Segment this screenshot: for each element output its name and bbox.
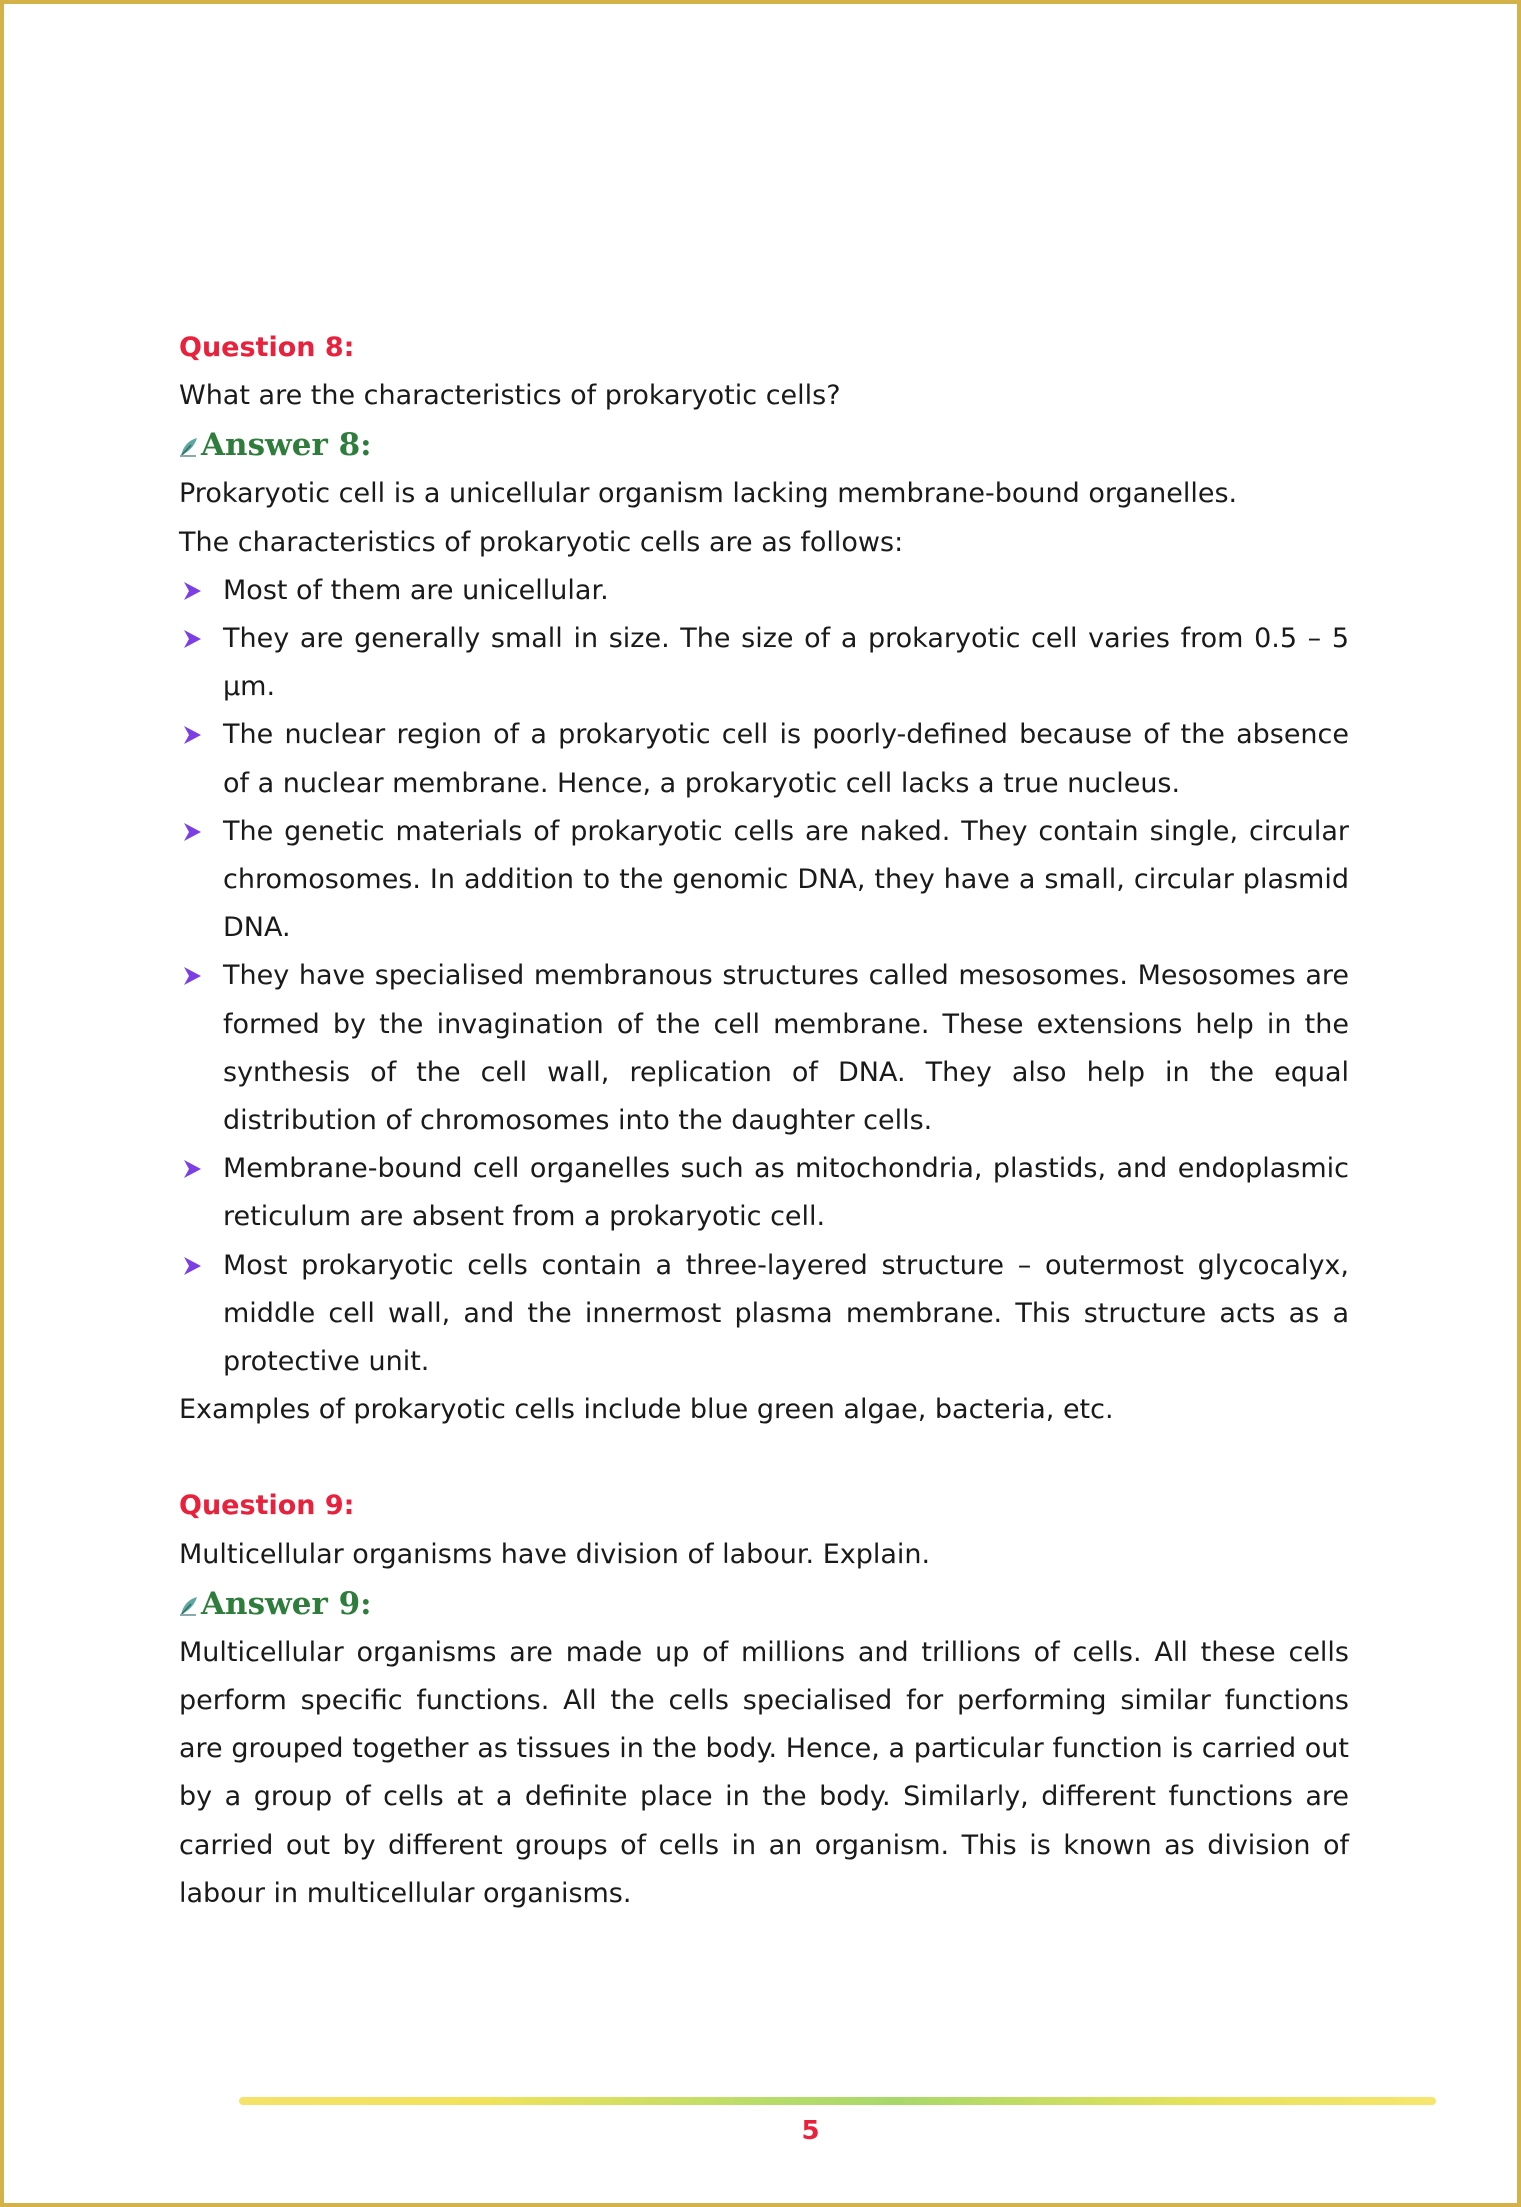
- question-9-text: Multicellular organisms have division of labour. Explain.: [179, 1538, 931, 1570]
- pen-leaf-icon: [179, 1595, 199, 1617]
- answer-8-label: Answer 8:: [201, 427, 372, 464]
- answer-8-intro-1: Prokaryotic cell is a unicellular organism lacking membrane-bound organelles.: [179, 478, 1238, 510]
- footer-divider: [239, 2097, 1436, 2105]
- pen-leaf-icon: [179, 436, 199, 458]
- answer-8-conclusion: Examples of prokaryotic cells include blue green algae, bacteria, etc.: [179, 1394, 1114, 1426]
- arrow-right-icon: [181, 580, 203, 602]
- arrow-right-icon: [181, 821, 203, 843]
- list-item: Most prokaryotic cells contain a three-layered structure – outermost glycocalyx, middle cell wall, and the innermost plasma membrane. This structure acts as a protective unit.: [179, 1242, 1349, 1387]
- section-gap: [179, 1434, 1349, 1482]
- answer-8-intro-2: The characteristics of prokaryotic cells are as follows:: [179, 526, 904, 558]
- answer-9-label: Answer 9:: [201, 1585, 372, 1622]
- list-item: The genetic materials of prokaryotic cells are naked. They contain single, circular chromosomes. In addition to the genomic DNA, they have a small, circular plasmid DNA.: [179, 808, 1349, 953]
- arrow-right-icon: [181, 1158, 203, 1180]
- question-9-label: Question 9:: [179, 1490, 355, 1522]
- arrow-right-icon: [181, 965, 203, 987]
- question-8-text: What are the characteristics of prokaryotic cells?: [179, 380, 841, 412]
- list-item: Membrane-bound cell organelles such as mitochondria, plastids, and endoplasmic reticulum are absent from a prokaryotic cell.: [179, 1145, 1349, 1241]
- page-number: 5: [801, 2116, 820, 2146]
- answer-8-points: [179, 567, 1349, 1386]
- arrow-right-icon: [181, 1255, 203, 1277]
- content: [179, 324, 1349, 1918]
- arrow-right-icon: [181, 724, 203, 746]
- list-item: They are generally small in size. The size of a prokaryotic cell varies from 0.5 – 5 μm.: [179, 615, 1349, 711]
- question-8-label: Question 8:: [179, 332, 355, 363]
- arrow-right-icon: [181, 628, 203, 650]
- answer-8-heading: [179, 420, 1349, 470]
- answer-9-text: Multicellular organisms are made up of millions and trillions of cells. All these cells perform specific functions. All the cells specialised for performing similar functions are grouped together as tissues in the body. Hence, a particular function is carried out by a group of cells at a definite place in the body. Similarly, different functions are carried out by different groups of cells in an organism. This is known as division of labour in multicellular organisms.: [179, 1636, 1349, 1909]
- answer-9-heading: [179, 1579, 1349, 1629]
- list-item: They have specialised membranous structures called mesosomes. Mesosomes are formed by the invagination of the cell membrane. These extensions help in the synthesis of the cell wall, replication of DNA. They also help in the equal distribution of chromosomes into the daughter cells.: [179, 952, 1349, 1145]
- list-item: The nuclear region of a prokaryotic cell is poorly-defined because of the absence of a nuclear membrane. Hence, a prokaryotic cell lacks a true nucleus.: [179, 711, 1349, 807]
- list-item: Most of them are unicellular.: [179, 567, 1349, 615]
